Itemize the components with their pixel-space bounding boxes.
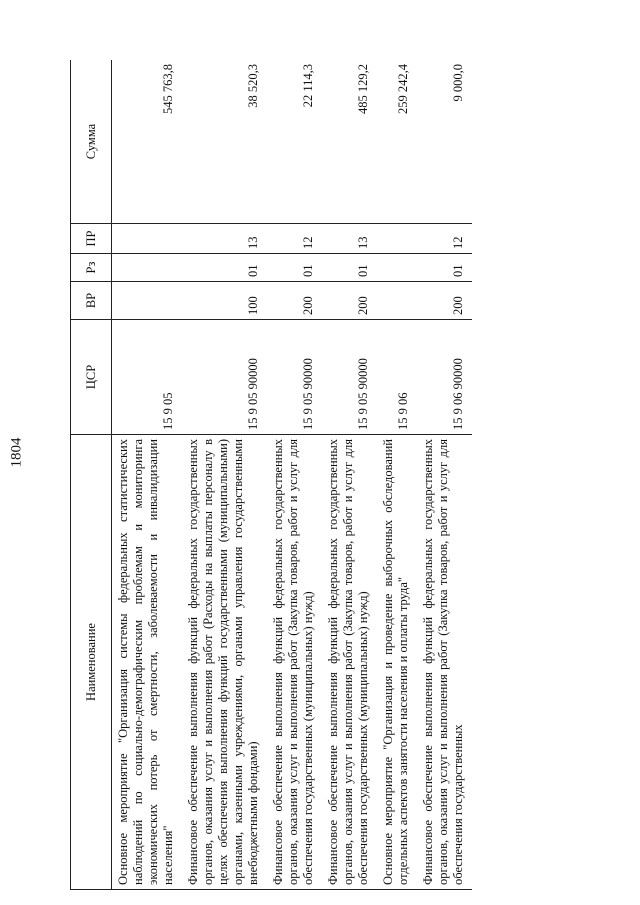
row-sum: 38 520,3 <box>182 60 267 224</box>
row-sum: 545 763,8 <box>112 60 183 224</box>
row-sum: 485 129,2 <box>322 60 377 224</box>
row-pr: 13 <box>182 224 267 254</box>
row-vr: 200 <box>267 282 322 320</box>
row-name: Финансовое обеспечение выполнения функций федеральных государственных органов, оказания услуг и выполнения работ (Закупка товаров, работ и услуг для обеспечения государственных <box>417 435 472 890</box>
row-sum: 22 114,3 <box>267 60 322 224</box>
table-header-row <box>71 60 112 890</box>
table-row <box>377 60 417 890</box>
row-pr: 12 <box>267 224 322 254</box>
row-csr: 15 9 05 90000 <box>322 320 377 435</box>
row-csr: 15 9 05 90000 <box>267 320 322 435</box>
row-rz <box>112 254 183 282</box>
row-name: Основное мероприятие "Организация системы федеральных статистических наблюдений по социально-демографическим проблемам и мониторинга экономических потерь от смертности, заболеваемости и инвалидизации населения" <box>112 435 183 890</box>
row-pr <box>112 224 183 254</box>
row-vr <box>112 282 183 320</box>
header-csr: ЦСР <box>71 320 112 435</box>
page-number <box>0 0 34 905</box>
row-rz: 01 <box>267 254 322 282</box>
row-name: Основное мероприятие "Организация и проведение выборочных обследований отдельных аспектов занятости населения и оплаты труда" <box>377 435 417 890</box>
row-name: Финансовое обеспечение выполнения функций федеральных государственных органов, оказания услуг и выполнения работ (Закупка товаров, работ и услуг для обеспечения государственных (муниципальных) нужд) <box>322 435 377 890</box>
row-rz <box>377 254 417 282</box>
row-vr: 200 <box>417 282 472 320</box>
row-csr: 15 9 06 <box>377 320 417 435</box>
row-csr: 15 9 06 90000 <box>417 320 472 435</box>
header-vr: ВР <box>71 282 112 320</box>
row-rz: 01 <box>182 254 267 282</box>
row-rz: 01 <box>417 254 472 282</box>
table-row <box>267 60 322 890</box>
table-row <box>322 60 377 890</box>
header-pr: ПР <box>71 224 112 254</box>
row-csr: 15 9 05 90000 <box>182 320 267 435</box>
row-name: Финансовое обеспечение выполнения функций федеральных государственных органов, оказания услуг и выполнения работ (Расходы на выплаты персоналу в целях обеспечения выполнения функций государственными (муниципальными) органами, казенными учреждениями, органами управления государственными внебюджетными фондами) <box>182 435 267 890</box>
row-rz: 01 <box>322 254 377 282</box>
table-row <box>182 60 267 890</box>
row-pr: 13 <box>322 224 377 254</box>
table-row <box>112 60 183 890</box>
header-rz: Рз <box>71 254 112 282</box>
row-csr: 15 9 05 <box>112 320 183 435</box>
row-pr: 12 <box>417 224 472 254</box>
table-stage <box>70 60 575 890</box>
table-row <box>417 60 472 890</box>
budget-table <box>70 60 472 890</box>
header-name: Наименование <box>71 435 112 890</box>
row-vr: 200 <box>322 282 377 320</box>
row-sum: 259 242,4 <box>377 60 417 224</box>
row-name: Финансовое обеспечение выполнения функций федеральных государственных органов, оказания услуг и выполнения работ (Закупка товаров, работ и услуг для обеспечения государственных (муниципальных) нужд) <box>267 435 322 890</box>
row-pr <box>377 224 417 254</box>
header-sum: Сумма <box>71 60 112 224</box>
table-rotated-wrapper <box>70 60 575 890</box>
row-vr <box>377 282 417 320</box>
row-sum: 9 000,0 <box>417 60 472 224</box>
page-number-text: 1804 <box>8 437 25 468</box>
row-vr: 100 <box>182 282 267 320</box>
